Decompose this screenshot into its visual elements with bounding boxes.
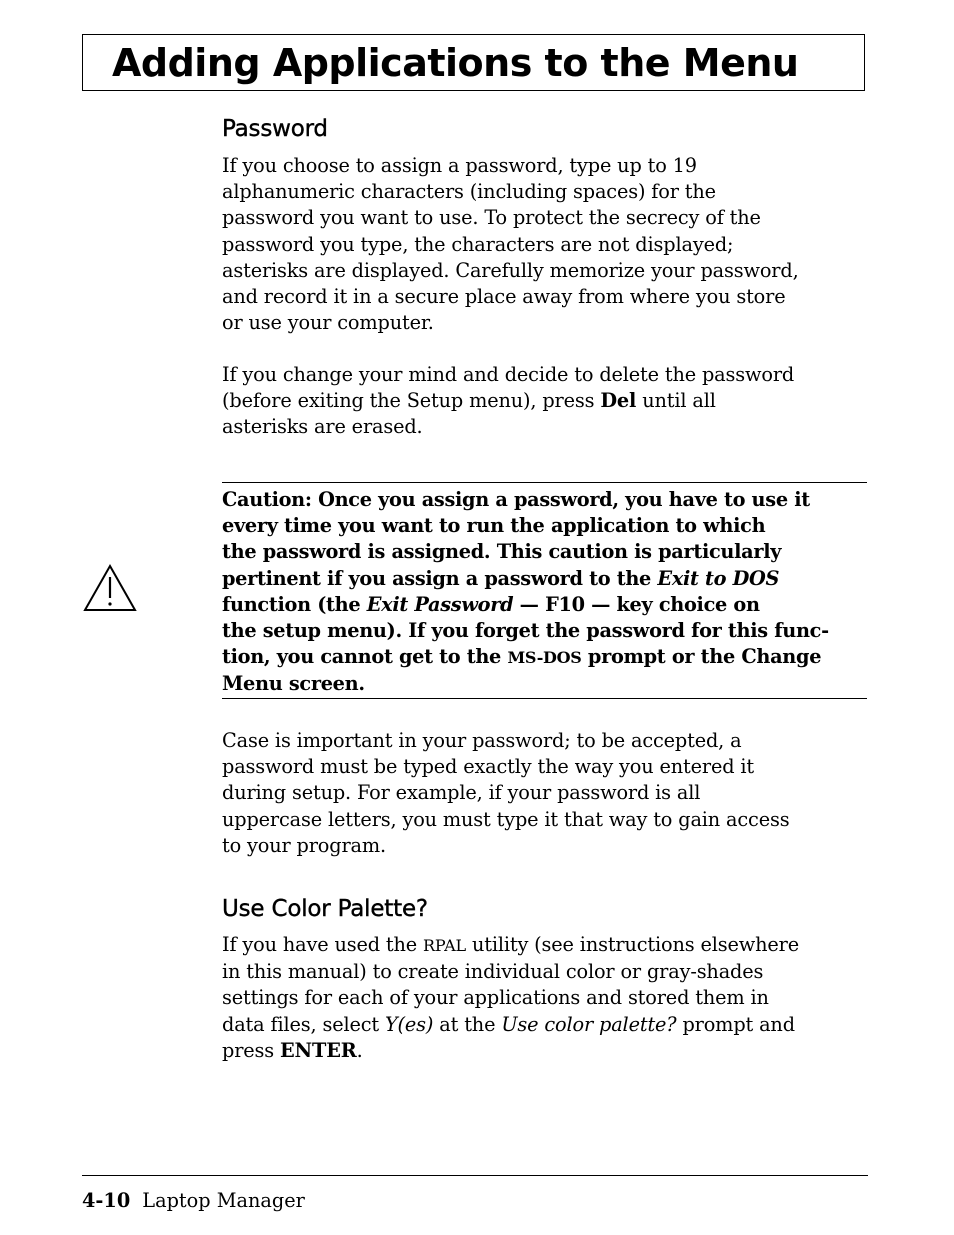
menu-term: Exit to DOS [657, 566, 780, 590]
text-run: at the [433, 1012, 502, 1036]
text-run: prompt and [676, 1012, 795, 1036]
title-box [82, 34, 865, 91]
text-line: in this manual) to create individual color or gray-shades [222, 960, 764, 984]
text-line: uppercase letters, you must type it that way to gain access [222, 807, 790, 831]
text-run: If you have used the [222, 933, 424, 956]
text-line: the password is assigned. This caution is particularly [222, 540, 782, 564]
text-line [222, 566, 829, 592]
prompt-term: Use color palette? [501, 1012, 677, 1036]
page-title: Adding Applications to the Menu [112, 41, 799, 85]
text-run: prompt or the Change [581, 645, 822, 669]
password-paragraph-1 [222, 153, 868, 336]
text-line: If you choose to assign a password, type up to 19 [222, 154, 697, 177]
text-line: and record it in a secure place away from where you store [222, 285, 786, 309]
text-line: alphanumeric characters (including spaces) for the [222, 180, 716, 204]
caution-box [222, 482, 867, 699]
color-palette-paragraph [222, 932, 868, 1064]
password-heading: Password [222, 116, 328, 142]
utility-name: RPAL [423, 936, 466, 955]
text-run: press [222, 1038, 280, 1062]
text-run: utility (see instructions elsewhere [465, 933, 799, 956]
password-paragraph-2 [222, 362, 868, 441]
text-line: the setup menu). If you forget the password for this func- [222, 619, 829, 643]
key-name: Del [600, 389, 637, 413]
color-palette-heading: Use Color Palette? [222, 896, 428, 922]
text-run: tion, you cannot get to the [222, 645, 508, 669]
text-line: password you type, the characters are not displayed; [222, 232, 734, 256]
text-run: pertinent if you assign a password to the [222, 566, 658, 590]
color-palette-section [222, 894, 868, 924]
key-name: ENTER [280, 1038, 357, 1062]
footer-rule [82, 1175, 868, 1176]
text-line: Case is important in your password; to be accepted, a [222, 729, 742, 752]
text-run: (before exiting the Setup menu), press [222, 389, 601, 413]
caution-text [222, 487, 829, 698]
text-line [222, 592, 829, 618]
text-line: every time you want to run the application to which [222, 514, 766, 538]
text-run: until all [636, 389, 716, 413]
text-line: asterisks are erased. [222, 415, 423, 439]
text-line: Menu screen. [222, 672, 365, 696]
text-line: or use your computer. [222, 311, 434, 335]
text-line: to your program. [222, 833, 386, 857]
text-line [222, 644, 829, 671]
manual-title: Laptop Manager [142, 1189, 305, 1212]
text-run: data files, select [222, 1012, 385, 1036]
text-line [222, 1038, 868, 1064]
paragraph [222, 728, 868, 859]
product-name: MS-DOS [507, 648, 582, 668]
page-number: 4-10 [82, 1189, 131, 1212]
warning-triangle-icon [82, 563, 138, 613]
text-line: asterisks are displayed. Carefully memorize your password, [222, 258, 799, 282]
text-line [222, 1012, 868, 1038]
paragraph [222, 932, 868, 1064]
text-line: during setup. For example, if your password is all [222, 781, 701, 805]
paragraph [222, 362, 868, 441]
text-line: settings for each of your applications and stored them in [222, 986, 769, 1010]
text-run: . [356, 1038, 363, 1062]
text-line: If you change your mind and decide to delete the password [222, 363, 795, 386]
text-run: function (the [222, 592, 367, 616]
password-section [222, 114, 868, 144]
option-term: Y(es) [384, 1012, 434, 1036]
text-line: Caution: Once you assign a password, you have to use it [222, 488, 810, 511]
text-line: password must be typed exactly the way you entered it [222, 755, 754, 779]
paragraph [222, 153, 868, 336]
case-paragraph [222, 728, 868, 859]
text-line [222, 932, 868, 959]
text-run: — F10 — key choice on [513, 592, 760, 616]
text-line [222, 388, 868, 414]
page-footer [82, 1188, 305, 1214]
text-line: password you want to use. To protect the secrecy of the [222, 206, 761, 230]
menu-term: Exit Password [366, 592, 514, 616]
